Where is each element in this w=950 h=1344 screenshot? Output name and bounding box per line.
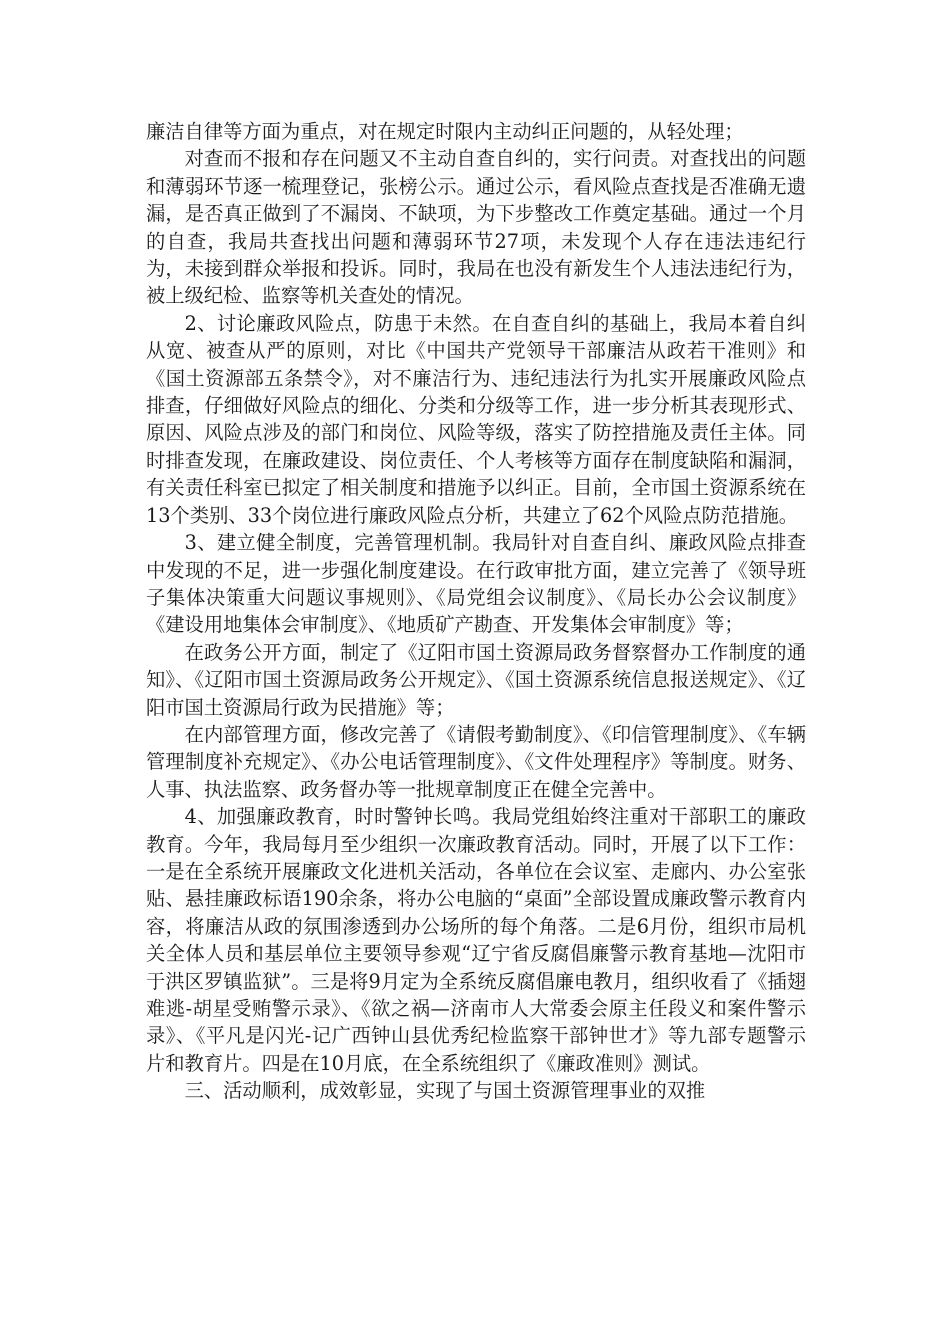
paragraph-3: 2、讨论廉政风险点，防患于未然。在自查自纠的基础上，我局本着自纠从宽、被查从严的原则，对比《中国共产党领导干部廉洁从政若干准则》和《国土资源部五条禁令》，对不廉洁行为、违纪违法行为扎实开展廉政风险点排查，仔细做好风险点的细化、分类和分级等工作，进一步分析其表现形式、原因、风险点涉及的部门和岗位、风险等级，落实了防控措施及责任主体。同时排查发现，在廉政建设、岗位责任、个人考核等方面存在制度缺陷和漏洞，有关责任科室已拟定了相关制度和措施予以纠正。目前，全市国土资源系统在13个类别、33个岗位进行廉政风险点分析，共建立了62个风险点防范措施。 bbox=[146, 311, 806, 527]
paragraph-8: 三、活动顺利，成效彰显，实现了与国土资源管理事业的双推 bbox=[184, 1079, 706, 1103]
paragraph-4: 3、建立健全制度，完善管理机制。我局针对自查自纠、廉政风险点排查中发现的不足，进一步强化制度建设。在行政审批方面，建立完善了《领导班子集体决策重大问题议事规则》、《局党组会议制度》、《局长办公会议制度》《建设用地集体会审制度》、《地质矿产勘查、开发集体会审制度》等； bbox=[146, 531, 806, 637]
paragraph-1: 廉洁自律等方面为重点，对在规定时限内主动纠正问题的，从轻处理； bbox=[146, 120, 744, 143]
paragraph-7: 4、加强廉政教育，时时警钟长鸣。我局党组始终注重对干部职工的廉政教育。今年，我局每月至少组织一次廉政教育活动。同时，开展了以下工作：一是在全系统开展廉政文化进机关活动，各单位在会议室、走廊内、办公室张贴、悬挂廉政标语190余条，将办公电脑的“桌面”全部设置成廉政警示教育内容，将廉洁从政的氛围渗透到办公场所的每个角落。二是6月份，组织市局机关全体人员和基层单位主要领导参观“辽宁省反腐倡廉警示教育基地—沈阳市于洪区罗镇监狱”。三是将9月定为全系统反腐倡廉电教月，组织收看了《插翅难逃-胡星受贿警示录》、《欲之祸—济南市人大常委会原主任段义和案件警示录》、《平凡是闪光-记广西钟山县优秀纪检监察干部钟世才》等九部专题警示片和教育片。四是在10月底，在全系统组织了《廉政准则》测试。 bbox=[146, 805, 806, 1075]
paragraph-6: 在内部管理方面，修改完善了《请假考勤制度》、《印信管理制度》、《车辆管理制度补充规定》、《办公电话管理制度》、《文件处理程序》等制度。财务、人事、执法监察、政务督办等一批规章制度正在健全完善中。 bbox=[146, 722, 806, 801]
paragraph-5: 在政务公开方面，制定了《辽阳市国土资源局政务督察督办工作制度的通知》、《辽阳市国土资源局政务公开规定》、《国土资源系统信息报送规定》、《辽阳市国土资源局行政为民措施》等； bbox=[146, 640, 806, 719]
document-body bbox=[146, 118, 806, 1105]
paragraph-2: 对查而不报和存在问题又不主动自查自纠的，实行问责。对查找出的问题和薄弱环节逐一梳理登记，张榜公示。通过公示，看风险点查找是否准确无遗漏，是否真正做到了不漏岗、不缺项，为下步整改工作奠定基础。通过一个月的自查，我局共查找出问题和薄弱环节27项，未发现个人存在违法违纪行为，未接到群众举报和投诉。同时，我局在也没有新发生个人违法违纪行为，被上级纪检、监察等机关查处的情况。 bbox=[146, 147, 806, 308]
